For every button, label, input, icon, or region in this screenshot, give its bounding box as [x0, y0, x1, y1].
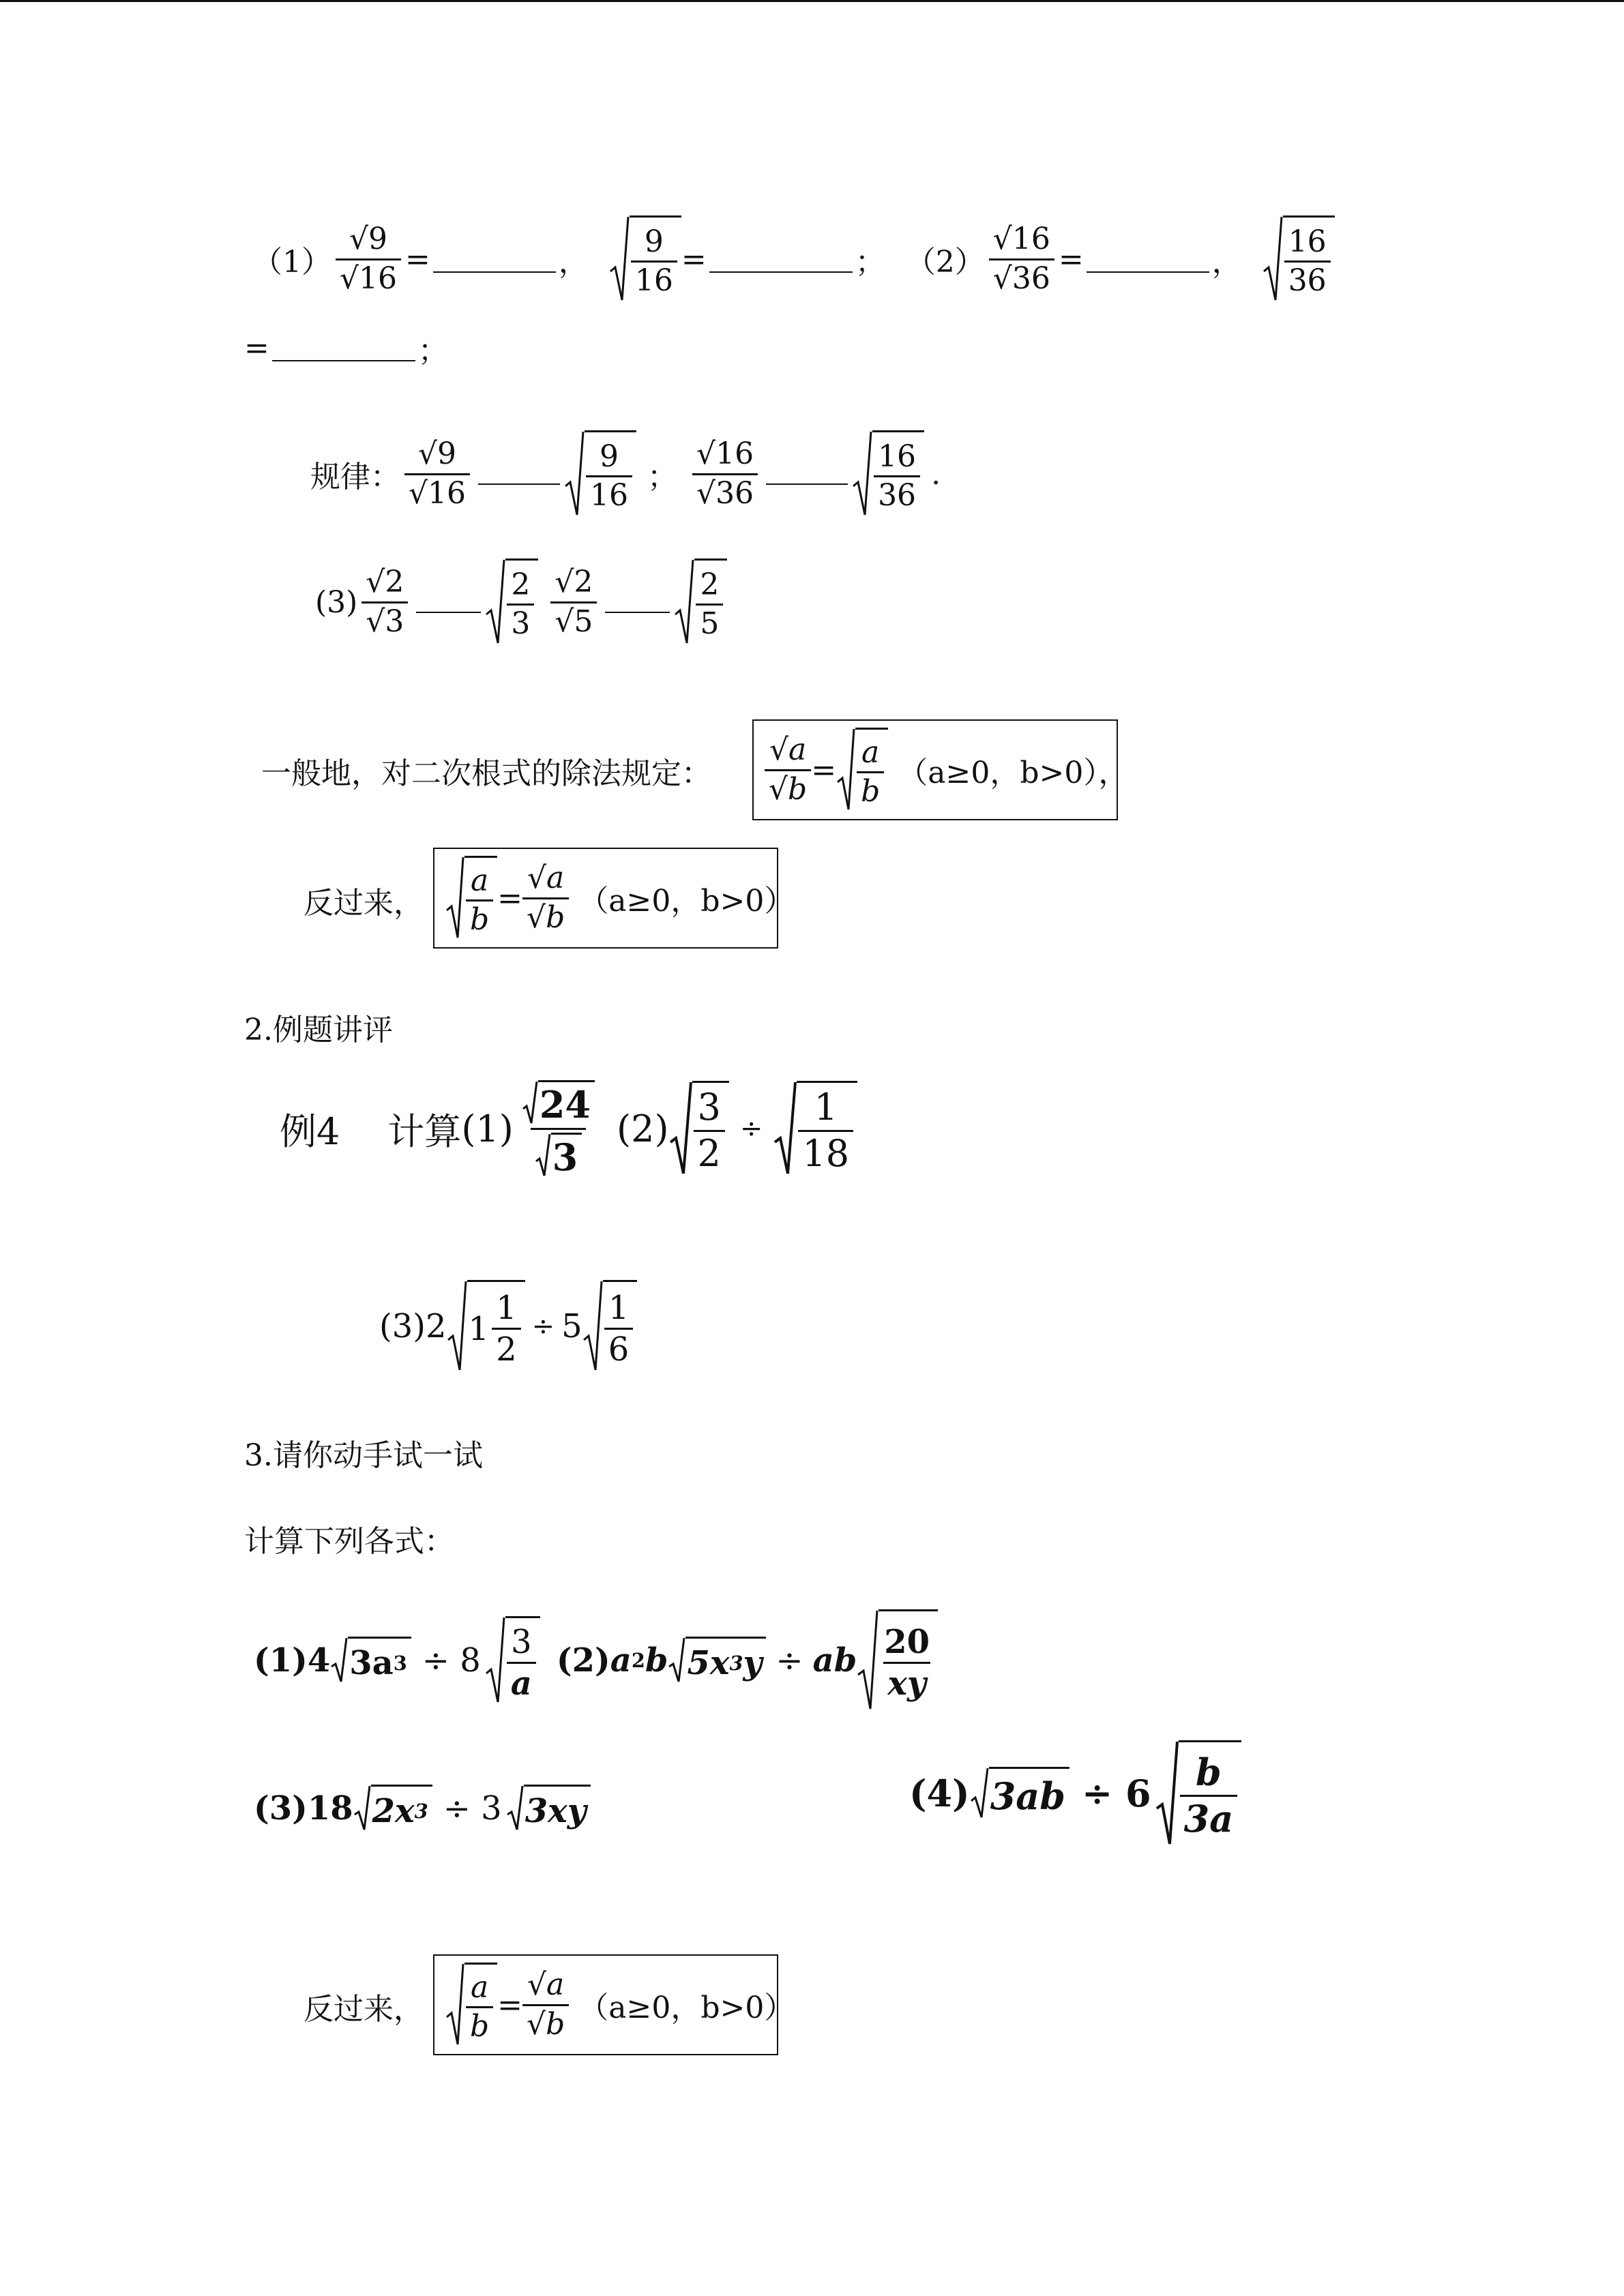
- intro-p2-sqrt-fraction: [1263, 215, 1335, 303]
- fraction-denominator: √3: [361, 601, 408, 638]
- intro-p1-label: （1）: [252, 245, 331, 280]
- item3-line: [315, 551, 727, 653]
- division-with-coefficient: ÷ 3: [443, 1789, 502, 1828]
- comparison-blank[interactable]: [478, 483, 560, 485]
- variable-a: a: [610, 1641, 632, 1680]
- fraction-denominator: 36: [874, 475, 920, 511]
- example-4-label: 例4: [280, 1109, 340, 1153]
- fraction-denominator: √36: [989, 258, 1054, 295]
- converse-lhs-sqrt-fraction: [445, 856, 497, 940]
- exercise-2-sqrt-2: [857, 1609, 938, 1712]
- radicand: 3ab: [989, 1767, 1069, 1820]
- section-3-heading: [244, 1432, 483, 1473]
- general-lhs-fraction: [765, 734, 811, 805]
- converse-rhs-fraction: [522, 863, 569, 933]
- fraction-numerator: b: [1196, 1750, 1222, 1795]
- exercise-2-sqrt-1: 5x 3 y: [668, 1637, 766, 1684]
- fraction-numerator: √a: [527, 1967, 565, 2003]
- equals-sign: =: [497, 880, 523, 916]
- exercise-3-label: (3)18: [254, 1789, 353, 1828]
- rule-label: 规律：: [310, 460, 400, 494]
- semicolon: ；: [647, 460, 678, 494]
- radical-sign: [535, 1133, 551, 1178]
- item3-sqrt-fraction-2: [674, 558, 727, 646]
- radical-sign: [857, 1609, 879, 1712]
- intro-p1-fraction: [336, 224, 401, 294]
- example-4-part-3-sqrt-1: [447, 1280, 525, 1373]
- fraction-numerator: 2: [700, 567, 720, 602]
- fraction-denominator: 5: [696, 603, 723, 640]
- fraction-denominator: 3a: [1180, 1795, 1238, 1838]
- fraction-numerator: 3: [511, 1622, 532, 1661]
- equals-sign: =: [681, 241, 707, 277]
- condition-text: （a≥0，b>0），: [898, 756, 1129, 790]
- fraction-numerator: 9: [644, 224, 664, 259]
- exercise-4-sqrt-1: [970, 1767, 1069, 1820]
- fraction-denominator: a: [507, 1662, 536, 1701]
- fraction-numerator: √9: [349, 222, 388, 257]
- equals-sign: =: [811, 752, 837, 788]
- condition-text: （a≥0，b>0）: [578, 1991, 795, 2025]
- radical-sign: [353, 1785, 371, 1832]
- rule-sqrt-fraction-1: [564, 430, 636, 518]
- fraction-denominator: 36: [1284, 260, 1331, 297]
- example-4-part-2-sqrt-1: [669, 1081, 729, 1176]
- fraction-denominator: 2: [492, 1328, 521, 1367]
- example-4-part-1-fraction: [518, 1080, 599, 1178]
- period: .: [931, 456, 941, 492]
- converse-text-2: [304, 1986, 424, 2027]
- division-with-coefficient: ÷ 6: [1082, 1772, 1151, 1815]
- mixed-number-whole: 1: [468, 1309, 490, 1348]
- item3-fraction-2: [550, 567, 597, 637]
- coefficient: 5: [561, 1307, 582, 1345]
- fraction-numerator: a: [470, 1969, 489, 2005]
- fraction-numerator: 1: [608, 1288, 630, 1327]
- fraction-numerator: √a: [527, 861, 565, 896]
- radical-sign: [970, 1767, 989, 1820]
- comma: ，: [1211, 245, 1242, 280]
- converse-label: 反过来，: [304, 886, 424, 921]
- fraction-denominator: √b: [522, 897, 569, 934]
- fraction-numerator: 1: [814, 1086, 838, 1129]
- fraction-numerator: 16: [1288, 224, 1327, 259]
- comparison-blank[interactable]: [416, 611, 481, 613]
- radical-sign: [447, 1280, 467, 1373]
- fraction-denominator: 3: [507, 603, 534, 640]
- example-4-part-3-sqrt-2: [582, 1280, 638, 1373]
- rule-line: [310, 426, 941, 522]
- equals-sign: =: [497, 1987, 523, 2023]
- example-4-part-3-label: (3): [379, 1307, 426, 1345]
- fraction-numerator: √16: [696, 436, 754, 472]
- coefficient: 2: [426, 1307, 447, 1345]
- exercise-1-label: (1)4: [254, 1641, 331, 1680]
- radicand: 3a: [349, 1643, 394, 1682]
- item3-label: (3): [315, 584, 358, 620]
- radical-sign: [445, 856, 464, 940]
- section-2-title: 2.例题讲评: [244, 1013, 393, 1047]
- radical-sign: [485, 558, 505, 646]
- rule-fraction-2: [692, 438, 758, 509]
- radical-sign: [564, 430, 585, 518]
- radical-sign: [668, 1637, 685, 1684]
- general-rule-label: 一般地，对二次根式的除法规定：: [261, 756, 711, 791]
- fraction-denominator: √b: [765, 769, 811, 805]
- answer-blank[interactable]: [433, 271, 556, 273]
- example-4-part-1-label: (1): [461, 1107, 514, 1150]
- fraction-denominator: b: [466, 899, 493, 936]
- fraction-denominator: b: [857, 771, 884, 807]
- fraction-numerator: √9: [418, 436, 457, 472]
- intro-p2-fraction: [989, 224, 1054, 294]
- fraction-denominator: √16: [404, 473, 470, 509]
- radical-sign: [1155, 1740, 1179, 1847]
- exercise-2-label: (2): [556, 1641, 610, 1680]
- radical-sign: [609, 215, 630, 303]
- exercise-line-1: (1)4 3a 3 ÷ 8 $\frac{3}{a}$ (2) a 2 b 5x 3 y ÷ ab $\frac{20}{xy}$: [254, 1609, 938, 1712]
- converse-lhs-sqrt-fraction: [445, 1963, 497, 2047]
- fraction-denominator: 6: [604, 1328, 634, 1367]
- fraction-numerator: √2: [366, 565, 404, 600]
- fraction-denominator: 16: [586, 475, 632, 511]
- exercise-1-sqrt-2: [485, 1616, 540, 1705]
- comparison-blank[interactable]: [605, 611, 670, 613]
- equals-sign: =: [405, 241, 430, 277]
- example-4-line: [280, 1074, 857, 1183]
- section-3-subtitle: 计算下列各式：: [244, 1524, 454, 1559]
- radical-sign: [836, 728, 855, 812]
- answer-blank[interactable]: [1087, 271, 1209, 273]
- radical-sign: [445, 1963, 464, 2047]
- fraction-numerator: a: [861, 734, 880, 770]
- fraction-numerator: 16: [878, 438, 917, 474]
- fraction-numerator: a: [470, 863, 489, 898]
- fraction-denominator: 16: [631, 260, 677, 297]
- equals-sign: =: [1058, 241, 1084, 277]
- example-4-part-2-label: (2): [617, 1107, 669, 1150]
- converse-label: 反过来，: [304, 1992, 424, 2027]
- semicolon: ；: [855, 245, 885, 280]
- fraction-numerator: 9: [600, 438, 619, 474]
- converse-rhs-fraction: [522, 1969, 569, 2040]
- fraction-numerator: 1: [496, 1288, 517, 1327]
- radical-sign: [485, 1616, 505, 1705]
- radical-sign: [582, 1280, 603, 1373]
- comma: ，: [558, 245, 589, 280]
- coefficient: ab: [812, 1641, 857, 1680]
- radical-sign: [330, 1637, 348, 1684]
- fraction-numerator: √16: [992, 222, 1050, 257]
- radicand: y: [743, 1643, 763, 1682]
- answer-blank[interactable]: [709, 271, 853, 273]
- radical-sign: [674, 558, 694, 646]
- fraction-denominator: √16: [336, 258, 401, 295]
- section-3-title: 3.请你动手试一试: [244, 1438, 483, 1473]
- fraction-denominator: √b: [522, 2004, 569, 2040]
- exercise-3-sqrt-1: 2x 3: [353, 1785, 432, 1832]
- fraction-numerator: 2: [511, 567, 531, 602]
- equals-sign: =: [244, 330, 269, 366]
- exercise-line-2-right: [909, 1735, 1241, 1851]
- intro-line-1: [252, 211, 1335, 307]
- converse-formula-box-2: [433, 1954, 795, 2055]
- radicand: 24: [538, 1080, 595, 1125]
- fraction-numerator: 20: [884, 1622, 930, 1661]
- variable-b: b: [645, 1641, 668, 1680]
- converse-formula-box-1: [433, 848, 795, 949]
- division-sign: ÷: [739, 1113, 763, 1144]
- exercise-3-sqrt-2: [506, 1785, 591, 1832]
- example-4-part-3-line: [379, 1275, 637, 1377]
- exercise-line-2-left: [254, 1781, 591, 1836]
- radical-sign: [852, 430, 872, 518]
- section-3-subheading: [244, 1518, 454, 1559]
- fraction-denominator: √36: [692, 473, 758, 509]
- radicand: 2x: [372, 1791, 415, 1830]
- general-rhs-sqrt-fraction: [836, 728, 888, 812]
- fraction-denominator: 2: [694, 1130, 725, 1174]
- compute-label: 计算: [387, 1109, 462, 1153]
- fraction-denominator: [531, 1128, 587, 1178]
- radicand: 3xy: [524, 1785, 591, 1832]
- radical-sign: [1263, 215, 1283, 303]
- fraction-numerator: 3: [697, 1086, 721, 1129]
- fraction-numerator: √2: [555, 565, 593, 600]
- rule-sqrt-fraction-2: [852, 430, 924, 518]
- intro-p1-sqrt-fraction: [609, 215, 681, 303]
- semicolon: ；: [417, 333, 448, 368]
- fraction-denominator: xy: [883, 1662, 930, 1701]
- fraction-denominator: b: [466, 2006, 493, 2042]
- division-sign: ÷: [531, 1311, 555, 1342]
- item3-sqrt-fraction-1: [485, 558, 538, 646]
- radical-sign: [773, 1081, 797, 1176]
- intro-p2-label: （2）: [905, 245, 985, 280]
- answer-blank[interactable]: [272, 359, 415, 361]
- radical-sign: [522, 1080, 538, 1125]
- exercise-1-sqrt-1: 3a 3: [330, 1637, 411, 1684]
- condition-text: （a≥0，b>0）: [578, 884, 795, 919]
- radicand: 3: [551, 1133, 582, 1178]
- division-with-coefficient: ÷ 8: [422, 1641, 481, 1680]
- section-2-heading: [244, 1007, 393, 1047]
- division-sign: ÷: [776, 1641, 803, 1680]
- exercise-4-label: (4): [909, 1772, 970, 1815]
- fraction-numerator: [518, 1080, 599, 1128]
- item3-fraction-1: [361, 567, 408, 637]
- fraction-denominator: 18: [798, 1130, 853, 1174]
- radical-sign: [506, 1785, 524, 1832]
- radicand: 5x: [687, 1643, 730, 1682]
- radical-sign: [669, 1081, 692, 1176]
- general-rule-text: [261, 750, 711, 791]
- intro-line-2: [244, 327, 448, 368]
- rule-fraction-1: [404, 438, 470, 509]
- example-4-part-2-sqrt-2: [773, 1081, 857, 1176]
- fraction-numerator: √a: [769, 732, 807, 768]
- comparison-blank[interactable]: [766, 483, 848, 485]
- exercise-4-sqrt-2: [1155, 1740, 1242, 1847]
- general-rule-formula-box: [752, 719, 1129, 820]
- converse-text-1: [304, 880, 424, 921]
- fraction-denominator: √5: [550, 601, 597, 638]
